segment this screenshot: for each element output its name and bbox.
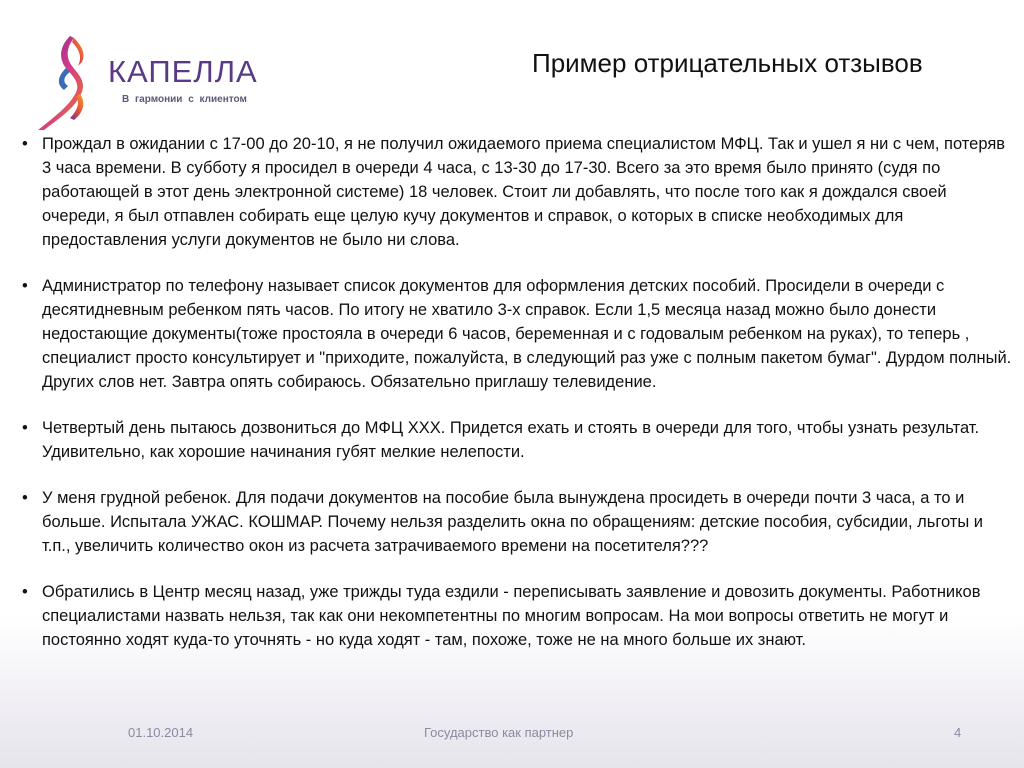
reviews-list xyxy=(20,132,1015,674)
logo xyxy=(30,32,270,132)
slide-title: Пример отрицательных отзывов xyxy=(532,48,923,78)
footer-date: 01.10.2014 xyxy=(128,725,194,740)
logo-name: КАПЕЛЛА xyxy=(108,54,258,89)
ribbon-logo-icon xyxy=(30,32,110,132)
review-item: • У меня грудной ребенок. Для подачи документов на пособие была вынуждена просидеть в очереди почти 3 часа, а то и больше. Испытала УЖАС. КОШМАР. Почему нельзя разделить окна по обращениям: детские пособия, субсидии, льготы и т.п., увеличить количество окон из расчета затрачиваемого времени на посетителя??? xyxy=(20,486,1015,558)
review-item: • Обратились в Центр месяц назад, уже трижды туда ездили - переписывать заявление и довозить документы. Работников специалистами назвать нельзя, так как они некомпетентны по многим вопросам. На мои вопросы ответить не могут и постоянно ходят куда-то уточнять - но куда ходят - там, похоже, тоже не на много больше их знают. xyxy=(20,580,1015,652)
review-item: • Администратор по телефону называет список документов для оформления детских пособий. Просидели в очереди с десятидневным ребенком пять часов. По итогу не хватило 3-х справок. Если 1,5 месяца назад можно было донести недостающие документы(тоже простояла в очереди 6 часов, беременная и с годовалым ребенком на руках), то теперь , специалист просто консультирует и "приходите, пожалуйста, в следующий раз уже с полным пакетом бумаг". Дурдом полный. Других слов нет. Завтра опять собираюсь. Обязательно приглашу телевидение. xyxy=(20,274,1015,394)
page-number: 4 xyxy=(954,725,962,740)
logo-tagline: В гармонии с клиентом xyxy=(122,94,247,105)
review-item: • Прождал в ожидании с 17-00 до 20-10, я не получил ожидаемого приема специалистом МФЦ. Так и ушел я ни с чем, потеряв 3 часа времени. В субботу я просидел в очереди 4 часа, с 13-30 до 17-30. Всего за это время было принято (судя по работающей в этот день электронной системе) 18 человек. Стоит ли добавлять, что после того как я дождался своей очереди, я был отпавлен собирать еще целую кучу документов и справок, о которых в списке необходимых для предоставления услуги документов не было ни слова. xyxy=(20,132,1015,252)
review-item: • Четвертый день пытаюсь дозвониться до МФЦ ХХХ. Придется ехать и стоять в очереди для того, чтобы узнать результат. Удивительно, как хорошие начинания губят мелкие нелепости. xyxy=(20,416,1015,464)
footer-center-text: Государство как партнер xyxy=(424,725,574,740)
